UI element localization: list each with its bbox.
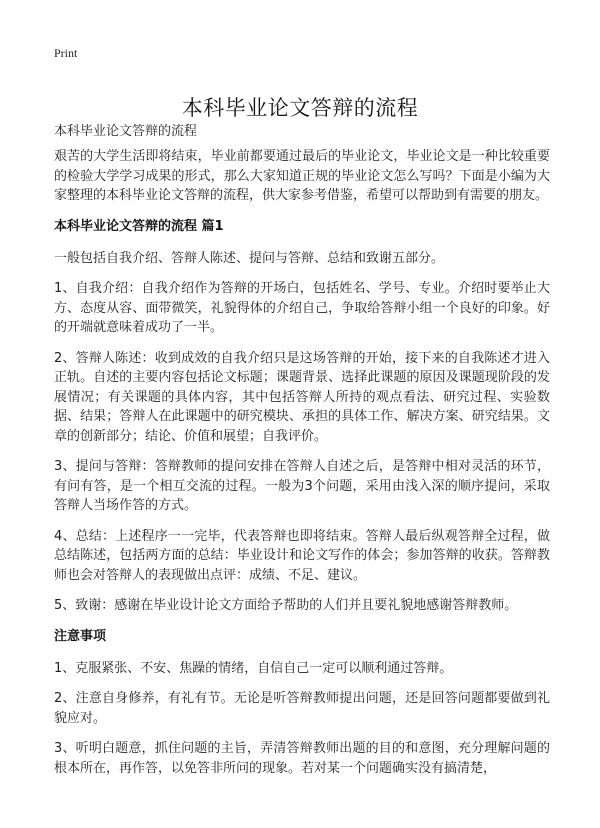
process-item-1: 1、自我介绍：自我介绍作为答辩的开场白，包括姓名、学号、专业。介绍时要举止大方、态度从容、面带微笑，礼貌得体的介绍自己，争取给答辩小组一个良好的印象。好的开端就意味着成功了一半。 [54, 281, 550, 335]
section-heading-process: 本科毕业论文答辩的流程 篇1 [54, 218, 224, 234]
process-item-2: 2、答辩人陈述：收到成效的自我介绍只是这场答辩的开始，接下来的自我陈述才进入正轨。自述的主要内容包括论文标题；课题背景、选择此课题的原因及课题现阶段的发展情况；有关课题的具体内容，其中包括答辩人所持的观点看法、研究过程、实验数据、结果；答辩人在此课题中的研究模块、承担的具体工作、解决方案、研究结果。文章的创新部分；结论、价值和展望；自我评价。 [54, 350, 550, 444]
document-subtitle: 本科毕业论文答辩的流程 [54, 124, 198, 139]
notes-item-3: 3、听明白题意，抓住问题的主旨，弄清答辩教师出题的目的和意图，充分理解问题的根本所在，再作答，以免答非所问的现象。若对某一个问题确实没有搞清楚， [54, 741, 550, 776]
print-label[interactable]: Print [54, 46, 78, 60]
process-item-4: 4、总结：上述程序一一完毕，代表答辩也即将结束。答辩人最后纵观答辩全过程，做总结陈述，包括两方面的总结：毕业设计和论文写作的体会；参加答辩的收获。答辩教师也会对答辩人的表现做出点评：成绩、不足、建议。 [54, 528, 550, 583]
process-summary: 一般包括自我介绍、答辩人陈述、提问与答辩、总结和致谢五部分。 [54, 250, 445, 266]
document-body [54, 147, 550, 789]
section-heading-notes: 注意事项 [54, 628, 107, 644]
process-item-3: 3、提问与答辩：答辩教师的提问安排在答辩人自述之后，是答辩中相对灵活的环节，有问有答，是一个相互交流的过程。一般为3个问题，采用由浅入深的顺序提问，采取答辩人当场作答的方式。 [54, 459, 550, 513]
document-title: 本科毕业论文答辩的流程 [181, 96, 419, 121]
notes-item-1: 1、克服紧张、不安、焦躁的情绪，自信自己一定可以顺利通过答辩。 [54, 660, 453, 676]
notes-item-2: 2、注意自身修养，有礼有节。无论是听答辩教师提出问题，还是回答问题都要做到礼貌应对。 [54, 691, 550, 726]
process-item-5: 5、致谢：感谢在毕业设计论文方面给予帮助的人们并且要礼貌地感谢答辩教师。 [54, 598, 518, 613]
intro-paragraph: 艰苦的大学生活即将结束，毕业前都要通过最后的毕业论文，毕业论文是一种比较重要的检验大学学习成果的形式，那么大家知道正规的毕业论文怎么写吗？下面是小编为大家整理的本科毕业论文答辩的流程，供大家参考借鉴，希望可以帮助到有需要的朋友。 [54, 149, 550, 203]
